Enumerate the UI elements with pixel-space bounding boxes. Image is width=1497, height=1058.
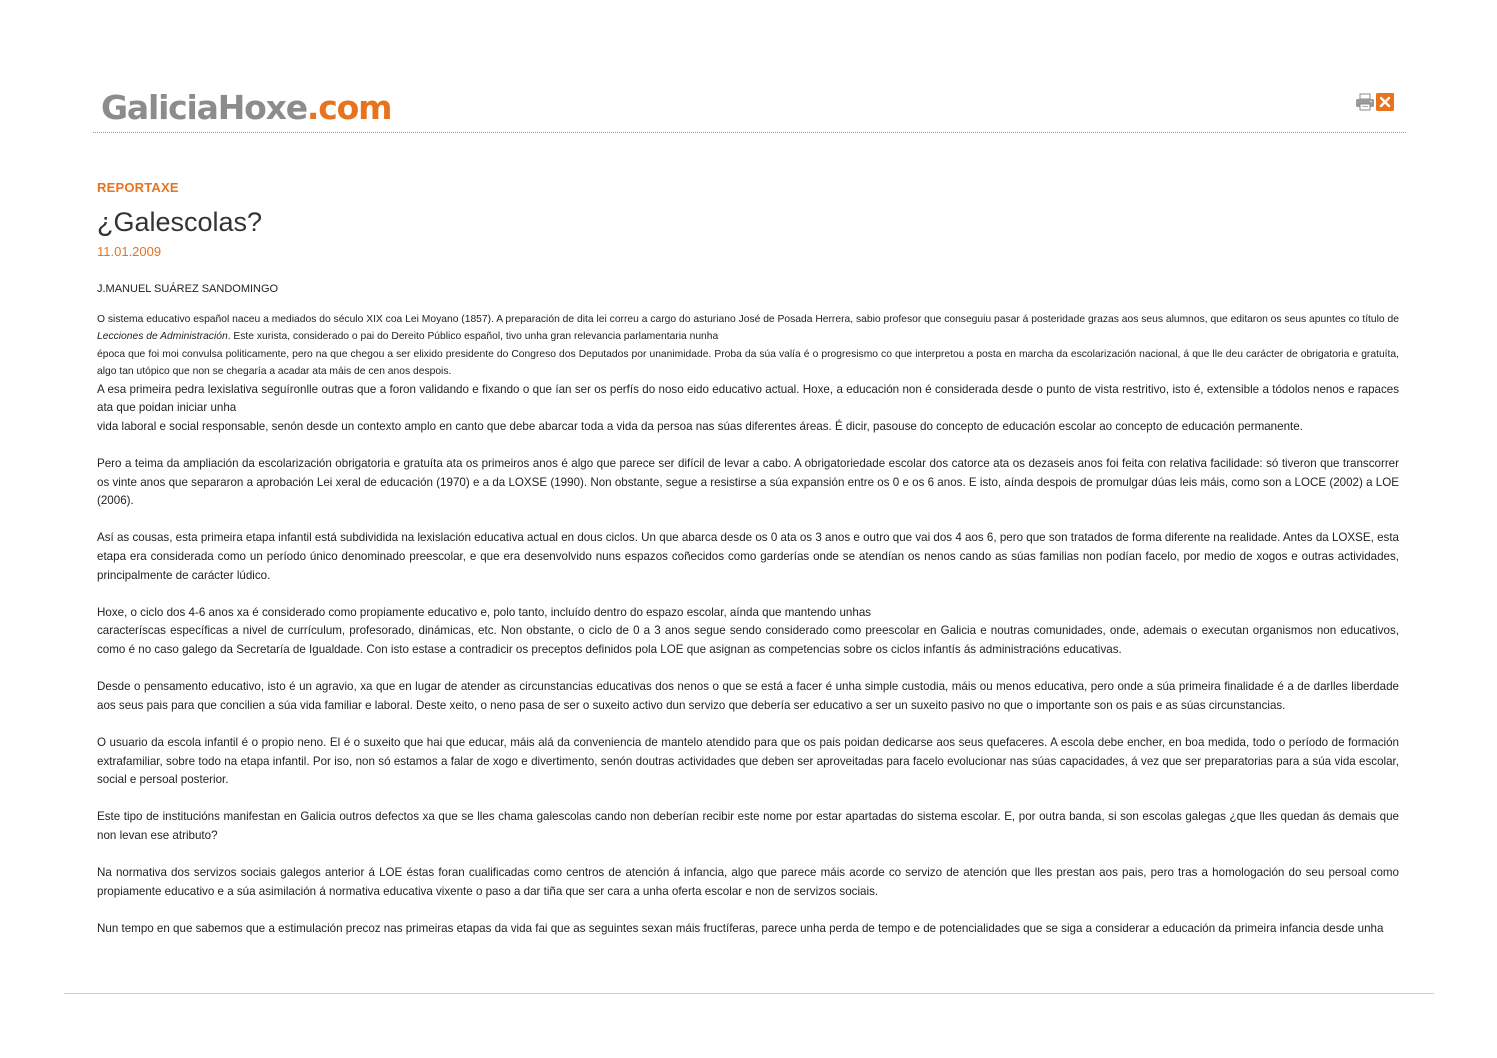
article bbox=[97, 180, 1399, 938]
article-date: 11.01.2009 bbox=[97, 244, 162, 259]
intro-paragraph: época que foi moi convulsa politicamente, pero na que chegou a ser elixido presidente do Congreso dos Deputados por unanimidade. Proba da súa valía é o progresismo co que interpretou a posta en marcha da escolarización nacional, á que lle deu carácter de obrigatoria e gratuíta, algo tan utópico que non se chegaría a acadar ata máis de cen anos despois. bbox=[97, 348, 1399, 378]
section-label[interactable]: REPORTAXE bbox=[97, 180, 179, 195]
intro-text-start: O sistema educativo español naceu a mediados do século XIX coa Lei Moyano (1857). A preparación de dita lei correu a cargo do asturiano José de Posada Herrera, sabio profesor que conseguiu pasar á posteridade grazas aos seus alumnos, que editaron os seus apuntes co título de bbox=[97, 314, 1399, 325]
intro-paragraph bbox=[97, 311, 1399, 346]
body-paragraph: O usuario da escola infantil é o propio neno. El é o suxeito que hai que educar, máis alá da conveniencia de mantelo atendido para que os pais poidan dedicarse aos seus quefaceres. A escola debe encher, en boa medida, todo o período de formación extrafamiliar, sobre todo na etapa infantil. Por iso, non só estamos a falar de xogo e divertimento, senón doutras actividades que deben ser aproveitadas para facelo evolucionar nas súas capacidades, á vez que ser preparatorias para a súa vida escolar, social e persoal posterior. bbox=[97, 735, 1399, 787]
footer-divider bbox=[64, 993, 1434, 994]
article-body bbox=[97, 381, 1399, 939]
site-header bbox=[93, 86, 1406, 133]
body-paragraph: vida laboral e social responsable, senón desde un contexto amplo en canto que debe abarcar toda a vida da persoa nas súas diferentes áreas. É dicir, pasouse do concepto de educación escolar ao concepto de educación permanente. bbox=[97, 419, 1303, 433]
body-paragraph: Na normativa dos servizos sociais galegos anterior á LOE éstas foran cualificadas como centros de atención á infancia, algo que parece máis acorde co servizo de atención que lles prestan aos pais, pero tras a homologación do seu persoal como propiamente educativo e a súa asimilación á normativa educativa vixente o paso a dar tiña que ser cara a unha oferta escolar e non de servizos sociais. bbox=[97, 866, 1399, 898]
body-paragraph: Hoxe, o ciclo dos 4-6 anos xa é considerado como propiamente educativo e, polo tanto, incluído dentro do espazo escolar, aínda que mantendo unhas bbox=[97, 605, 872, 619]
logo-name: GaliciaHoxe bbox=[101, 88, 307, 127]
article-title: ¿Galescolas? bbox=[97, 207, 263, 237]
body-paragraph: Pero a teima da ampliación da escolarización obrigatoria e gratuíta ata os primeiros anos é algo que parece ser difícil de levar a cabo. A obrigatoriedade escolar dos catorce ata os dezaseis anos foi feita con relativa facilidade: só tiveron que transcorrer os vinte anos que separaron a aprobación Lei xeral de educación (1970) e a da LOXSE (1990). Non obstante, segue a resistirse a súa expansión entre os 0 e os 6 anos. E isto, aínda despois de promulgar dúas leis máis, como son a LOCE (2002) a LOE (2006). bbox=[97, 457, 1399, 508]
intro-text-end: . Este xurista, considerado o pai do Dereito Público español, tivo unha gran relevancia parlamentaria nunha bbox=[227, 331, 719, 343]
logo-tld: com bbox=[318, 88, 392, 127]
article-intro bbox=[97, 311, 1399, 381]
site-logo[interactable] bbox=[101, 88, 391, 128]
article-author: J.MANUEL SUÁREZ SANDOMINGO bbox=[97, 283, 279, 295]
body-paragraph: Así as cousas, esta primeira etapa infantil está subdividida na lexislación educativa actual en dous ciclos. Un que abarca desde os 0 ata os 3 anos e outro que vai dos 4 aos 6, pero que son tratados de forma diferente na realidade. Antes da LOXSE, esta etapa era considerada como un período único denominado preescolar, e que era desenvolvido nuns espazos coñecidos como garderías onde se atendían os nenos cando as súas familias non podían facelo, por medio de xogos e outras actividades, principalmente de carácter lúdico. bbox=[97, 531, 1399, 582]
body-paragraph: Desde o pensamento educativo, isto é un agravio, xa que en lugar de atender as circunstancias educativas dos nenos o que se está a facer é unha simple custodia, máis ou menos educativa, pero onde a súa primeira finalidade é a de darlles liberdade aos seus pais para que concilien a súa vida familiar e laboral. Deste xeito, o neno pasa de ser o suxeito activo dun servizo que debería ser educativo a ser un suxeito pasivo no que o importante son os pais e as súas circunstancias. bbox=[97, 680, 1399, 712]
body-paragraph: Nun tempo en que sabemos que a estimulación precoz nas primeiras etapas da vida fai que as seguintes sexan máis fructíferas, parece unha perda de tempo e de potencialidades que se siga a considerar a educación da primeira infancia desde unha bbox=[97, 921, 1384, 935]
printer-icon[interactable] bbox=[1355, 93, 1375, 111]
body-paragraph: Este tipo de institucións manifestan en Galicia outros defectos xa que se lles chama galescolas cando non deberían recibir este nome por estar apartadas do sistema escolar. E, por outra banda, si son escolas galegas ¿que lles quedan ás demais que non levan ese atributo? bbox=[97, 810, 1399, 842]
body-paragraph: caracteríscas específicas a nivel de currículum, profesorado, dinámicas, etc. Non obstante, o ciclo de 0 a 3 anos segue sendo considerado como preescolar en Galicia e noutras comunidades, onde, ademais o executan organismos non educativos, como é no caso galego da Secretaría de Igualdade. Con isto estase a contradicir os preceptos definidos pola LOE que asignan as competencias sobre os ciclos infantís ás administracións educativas. bbox=[97, 624, 1399, 656]
page-tools bbox=[1355, 93, 1394, 111]
book-title: Lecciones de Administración bbox=[97, 331, 228, 343]
logo-dot: . bbox=[306, 88, 319, 127]
close-icon[interactable] bbox=[1376, 93, 1394, 111]
body-paragraph: A esa primeira pedra lexislativa seguíronlle outras que a foron validando e fixando o que ían ser os perfís do noso eido educativo actual. Hoxe, a educación non é considerada desde o punto de vista restritivo, isto é, extensible a tódolos nenos e rapaces ata que poidan iniciar unha bbox=[97, 382, 1399, 415]
